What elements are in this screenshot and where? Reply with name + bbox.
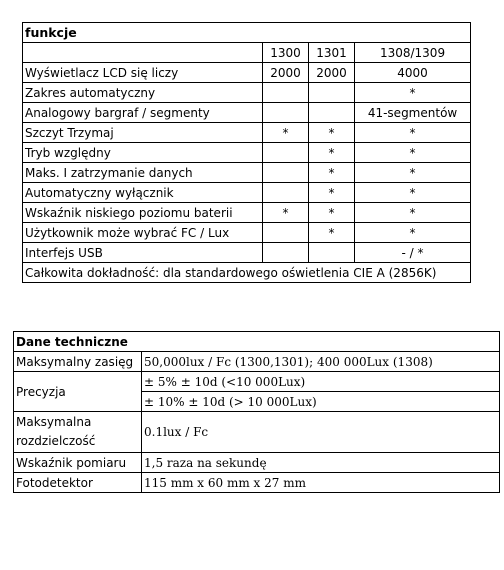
table-row: [23, 63, 471, 83]
row-label: Wyświetlacz LCD się liczy: [23, 63, 263, 83]
precision-value-high: ± 10% ± 10d (> 10 000Lux): [142, 392, 500, 412]
cell-1300: 2000: [263, 63, 309, 83]
table-row: [23, 203, 471, 223]
table-row: [23, 103, 471, 123]
resolution-label: Maksymalna rozdzielczość: [14, 412, 142, 453]
max-range-value: 50,000lux / Fc (1300,1301); 400 000Lux (1308): [142, 352, 500, 372]
photodetector-label: Fotodetektor: [14, 473, 142, 493]
cell-1301: *: [309, 203, 355, 223]
cell-1308-1309: *: [355, 203, 471, 223]
table-row: [14, 352, 500, 372]
cell-1308-1309: - / *: [355, 243, 471, 263]
cell-1300: [263, 183, 309, 203]
cell-1300: [263, 83, 309, 103]
max-range-label: Maksymalny zasięg: [14, 352, 142, 372]
cell-1301: [309, 103, 355, 123]
table-row: [14, 473, 500, 493]
cell-1301: *: [309, 183, 355, 203]
functions-table: [22, 22, 471, 283]
technical-data-table: [13, 331, 500, 493]
functions-column-header-row: [23, 43, 471, 63]
row-label: Interfejs USB: [23, 243, 263, 263]
cell-1300: [263, 243, 309, 263]
table-row: [23, 123, 471, 143]
row-label: Maks. I zatrzymanie danych: [23, 163, 263, 183]
row-label: Zakres automatyczny: [23, 83, 263, 103]
resolution-value: 0.1lux / Fc: [142, 412, 500, 453]
cell-1300: [263, 223, 309, 243]
row-label: Szczyt Trzymaj: [23, 123, 263, 143]
table-row: [14, 412, 500, 453]
cell-1300: [263, 103, 309, 123]
cell-1308-1309: *: [355, 223, 471, 243]
measurement-rate-value: 1,5 raza na sekundę: [142, 453, 500, 473]
cell-1308-1309: *: [355, 163, 471, 183]
table-row: [23, 163, 471, 183]
cell-1300: [263, 163, 309, 183]
cell-1308-1309: *: [355, 123, 471, 143]
table-row: [14, 453, 500, 473]
cell-1308-1309: *: [355, 183, 471, 203]
functions-title-row: [23, 23, 471, 43]
cell-1301: *: [309, 163, 355, 183]
tech-title-row: [14, 332, 500, 352]
row-label: Tryb względny: [23, 143, 263, 163]
cell-1301: 2000: [309, 63, 355, 83]
column-header-1308-1309: 1308/1309: [355, 43, 471, 63]
table-row: [23, 243, 471, 263]
cell-1308-1309: 41-segmentów: [355, 103, 471, 123]
row-label: Analogowy bargraf / segmenty: [23, 103, 263, 123]
table-row: [23, 223, 471, 243]
precision-label: Precyzja: [14, 372, 142, 412]
row-label: Użytkownik może wybrać FC / Lux: [23, 223, 263, 243]
row-label: Wskaźnik niskiego poziomu baterii: [23, 203, 263, 223]
cell-1308-1309: *: [355, 143, 471, 163]
table-row: [23, 83, 471, 103]
photodetector-value: 115 mm x 60 mm x 27 mm: [142, 473, 500, 493]
functions-title: funkcje: [23, 23, 471, 43]
column-header-1300: 1300: [263, 43, 309, 63]
cell-1308-1309: *: [355, 83, 471, 103]
empty-header-cell: [23, 43, 263, 63]
cell-1301: [309, 83, 355, 103]
tech-title: Dane techniczne: [14, 332, 500, 352]
cell-1301: *: [309, 223, 355, 243]
accuracy-note: Całkowita dokładność: dla standardowego oświetlenia CIE A (2856K): [23, 263, 471, 283]
cell-1300: *: [263, 123, 309, 143]
precision-value-low: ± 5% ± 10d (<10 000Lux): [142, 372, 500, 392]
table-row: [23, 183, 471, 203]
table-row: [14, 372, 500, 392]
cell-1301: [309, 243, 355, 263]
table-row: [23, 143, 471, 163]
column-header-1301: 1301: [309, 43, 355, 63]
cell-1301: *: [309, 143, 355, 163]
row-label: Automatyczny wyłącznik: [23, 183, 263, 203]
cell-1301: *: [309, 123, 355, 143]
measurement-rate-label: Wskaźnik pomiaru: [14, 453, 142, 473]
functions-footer-row: [23, 263, 471, 283]
cell-1300: *: [263, 203, 309, 223]
cell-1300: [263, 143, 309, 163]
cell-1308-1309: 4000: [355, 63, 471, 83]
